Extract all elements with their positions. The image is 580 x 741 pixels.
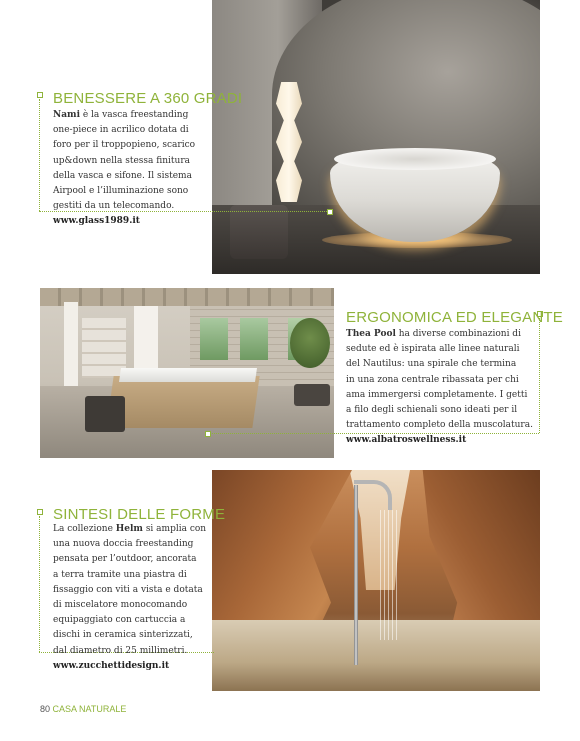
website-link[interactable]: www.zucchettidesign.it xyxy=(53,660,170,671)
body-line: one-piece in acrilico dotata di xyxy=(53,125,189,136)
dotted-rule xyxy=(39,516,40,652)
page-footer xyxy=(40,704,126,714)
stool xyxy=(85,396,125,432)
water-stream xyxy=(380,510,398,640)
body-line: pensata per l’outdoor, ancorata xyxy=(53,554,197,565)
magazine-name: CASA NATURALE xyxy=(52,704,127,714)
body-line: ha diverse combinazioni di xyxy=(395,329,521,339)
window xyxy=(200,318,228,360)
body-line: una nuova doccia freestanding xyxy=(53,539,194,550)
body-line: dischi in ceramica sinterizzati, xyxy=(53,630,193,641)
section-title: ERGONOMICA ED ELEGANTE xyxy=(346,309,563,326)
section-title: BENESSERE A 360 GRADI xyxy=(53,90,243,107)
window xyxy=(240,318,268,360)
section-body xyxy=(53,108,195,230)
tub-top xyxy=(119,368,257,382)
shower-arm xyxy=(354,480,392,510)
website-link[interactable]: www.glass1989.it xyxy=(53,216,140,227)
bullet-square xyxy=(37,92,43,98)
body-line: a filo degli schienali sono ideati per il xyxy=(346,405,518,416)
body-line: Airpool e l’illuminazione sono xyxy=(53,186,189,197)
bullet-square xyxy=(37,509,43,515)
bullet-square xyxy=(205,431,211,437)
body-line: up&down nella stessa finitura xyxy=(53,155,190,166)
body-line: sedute ed è ispirata alle linee naturali xyxy=(346,344,520,355)
dotted-rule xyxy=(539,318,540,433)
body-line: ama immergersi completamente. I getti xyxy=(346,389,528,400)
body-line: gestiti da un telecomando. xyxy=(53,201,175,212)
product-name: Nami xyxy=(53,110,80,120)
body-line: di miscelatore monocomando xyxy=(53,600,188,611)
section-body xyxy=(53,522,206,674)
body-line: del Nautilus: una spirale che termina xyxy=(346,359,517,370)
bookshelf xyxy=(82,318,126,378)
body-line: equipaggiato con cartuccia a xyxy=(53,615,186,626)
body-line: La collezione xyxy=(53,524,116,534)
page-number: 80 xyxy=(40,704,51,714)
body-line: dal diametro di 25 millimetri. xyxy=(53,645,188,656)
canyon-ground xyxy=(212,620,540,691)
curtain xyxy=(64,302,78,388)
plant xyxy=(290,318,330,368)
bathtub-rim xyxy=(334,148,496,170)
paper-lamp xyxy=(276,82,302,202)
body-line: trattamento completo della muscolatura. xyxy=(346,420,533,431)
body-line: in una zona centrale ribassata per chi xyxy=(346,374,519,385)
product-name: Helm xyxy=(115,524,143,534)
shower-pole xyxy=(354,485,358,665)
body-line: è la vasca freestanding xyxy=(80,110,189,120)
section-title: SINTESI DELLE FORME xyxy=(53,506,226,523)
stool xyxy=(230,205,288,259)
bullet-square xyxy=(327,209,333,215)
stool xyxy=(294,384,330,406)
body-line: a terra tramite una piastra di xyxy=(53,569,187,580)
photo-outdoor-shower-canyon xyxy=(212,470,540,691)
body-line: fissaggio con viti a vista e dotata xyxy=(53,584,203,595)
body-line: foro per il troppopieno, scarico xyxy=(53,140,196,151)
body-line: si amplia con xyxy=(142,524,207,534)
dotted-rule xyxy=(39,99,40,211)
tub-wood-panel xyxy=(106,376,259,428)
body-line: della vasca e sifone. Il sistema xyxy=(53,170,192,181)
product-name: Thea Pool xyxy=(346,329,396,339)
section-body xyxy=(346,327,533,449)
website-link[interactable]: www.albatroswellness.it xyxy=(346,435,467,446)
photo-freestanding-bathtub xyxy=(212,0,540,274)
wood-ceiling xyxy=(40,288,334,306)
